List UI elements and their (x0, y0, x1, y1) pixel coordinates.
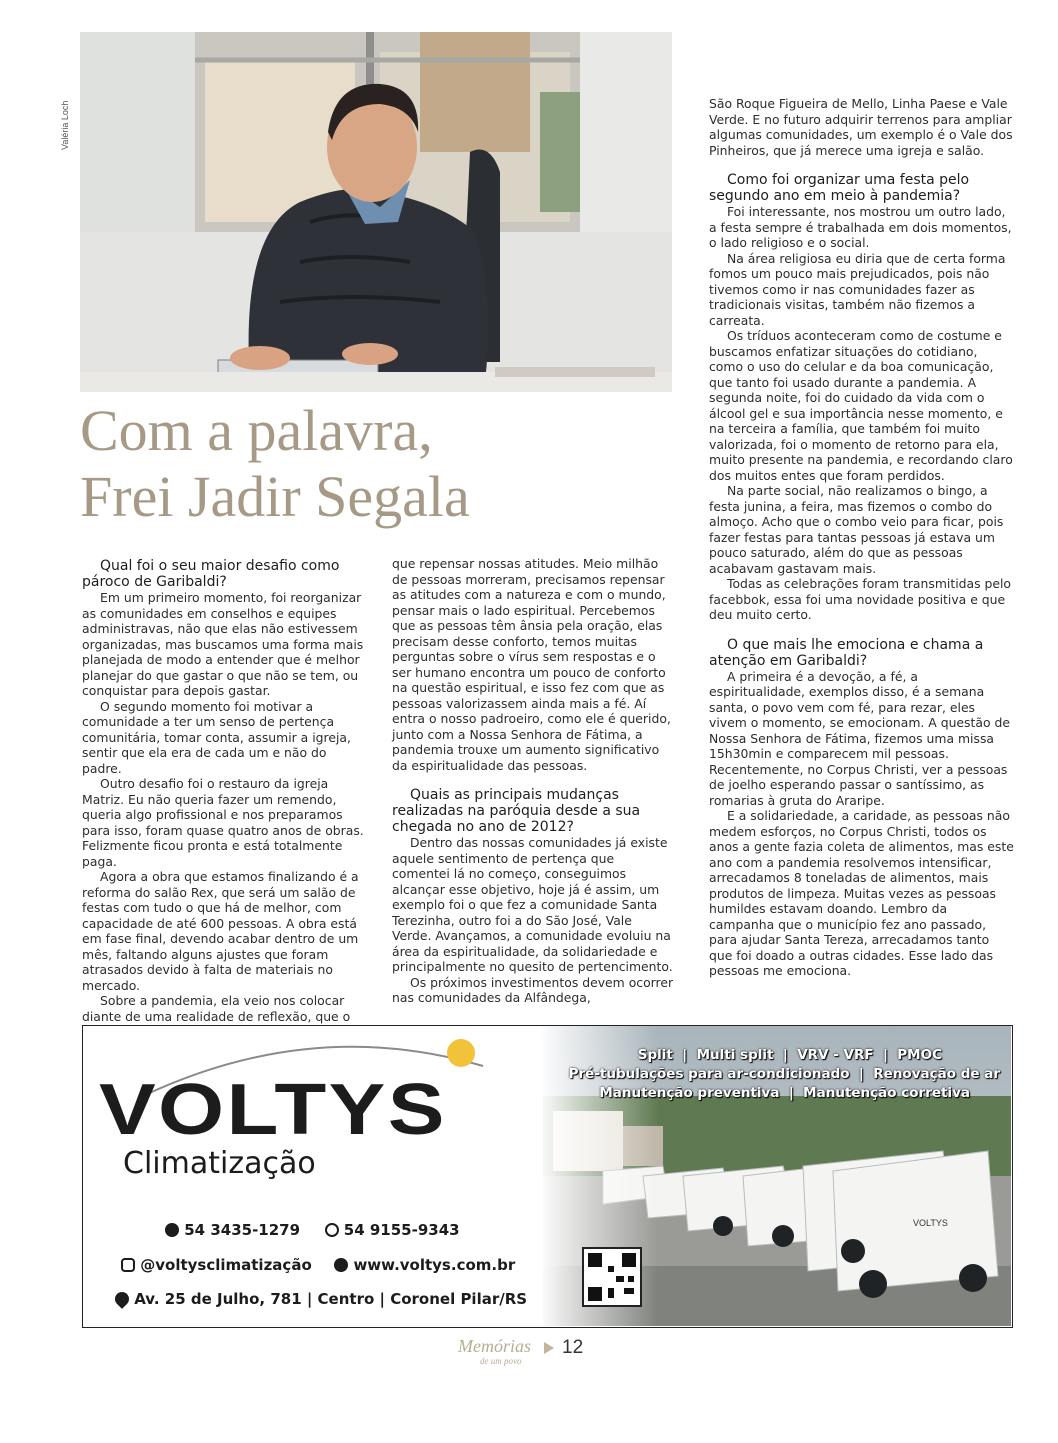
paragraph: Dentro das nossas comunidades já existe aquele sentimento de pertença que comentei lá no começo, conseguimos alcançar esse objetivo, hoje já é assim, um exemplo foi o que fez a comunidade Santa Terezinha, outro foi a do São José, Vale Verde. Avançamos, a comunidade evoluiu na área da espiritualidade, da solidariedade e principalmente no quesito de pertencimento. (392, 835, 673, 974)
paragraph: Todas as celebrações foram transmitidas pelo facebbok, essa foi uma novidade positiva e que deu muito certo. (709, 576, 1012, 622)
paragraph: que repensar nossas atitudes. Meio milhão de pessoas morreram, precisamos repensar as atitudes com a natureza e com o mundo, pensar mais o lado espiritual. Percebemos que as pessoas têm ânsia pela oração, elas precisam desse conforto, temos muitas perguntas sobre o vírus sem respostas e o ser humano encontra um pouco de conforto na questão espiritual, e isso fez com que as pessoas valorizassem ainda mais a fé. Aí entra o nosso padroeiro, como ele é querido, junto com a Nossa Senhora de Fátima, a pandemia trouxe um aumento significativo da espiritualidade das pessoas. (392, 556, 671, 773)
contact-phones (165, 1221, 460, 1239)
question-heading: O que mais lhe emociona e chama a atenção em Garibaldi? (709, 636, 984, 669)
voltys-logo: VOLTYS (99, 1070, 447, 1150)
footer-logo: Memórias (458, 1336, 531, 1356)
paragraph: Na parte social, não realizamos o bingo, a festa junina, a feira, mas fizemos o combo do almoço. Acho que o combo veio para ficar, pois fazer festas para tantas pessoas já estava um pouco saturado, além do que as pessoas acabavam gastavam mais. (709, 483, 1004, 576)
van-label: VOLTYS (913, 1218, 948, 1228)
website-link[interactable]: www.voltys.com.br (353, 1256, 516, 1274)
voltys-subtitle: Climatização (123, 1146, 316, 1181)
paragraph: Outro desafio foi o restauro da igreja Matriz. Eu não queria fazer um remendo, queria algo profissional e nos preparamos para isso, foram quase quatro anos de obras. Felizmente ficou pronta e está totalmente paga. (82, 776, 364, 869)
services-line-3: Manutenção preventiva | Manutenção corretiva (599, 1085, 970, 1101)
paragraph: A primeira é a devoção, a fé, a espiritualidade, exemplos disso, é a semana santa, o povo vem com fé, para rezar, eles vivem o momento, se emocionam. A questão de Nossa Senhora de Fátima, fizemos uma missa 15h30min e comparecem mil pessoas. Recentemente, no Corpus Christi, ver a pessoas de joelho esperando passar o santíssimo, as romarias à gruta do Araripe. (709, 668, 1010, 808)
contact-social (121, 1256, 515, 1274)
article-column-2 (392, 556, 674, 1006)
voltys-advertisement (82, 1025, 1013, 1328)
services-list (569, 1046, 1000, 1103)
interview-photo (80, 32, 672, 392)
paragraph: Em um primeiro momento, foi reorganizar as comunidades em conselhos e equipes administravas, não que elas não estivessem organizadas, mas buscamos uma forma mais planejada de modo a entender que é melhor planejar do que gastar o que não se tem, ou conquistar para depois gastar. (82, 590, 364, 698)
location-pin-icon (112, 1289, 132, 1309)
paragraph: O segundo momento foi motivar a comunidade a ter um senso de pertença comunitária, tomar conta, assumir a igreja, sentir que ela era de cada um e não do padre. (82, 698, 351, 776)
instagram-handle[interactable]: @voltysclimatização (140, 1256, 312, 1274)
address-text: Av. 25 de Julho, 781 | Centro | Coronel Pilar/RS (134, 1290, 528, 1308)
whatsapp-icon (325, 1223, 339, 1237)
page-footer (458, 1336, 618, 1372)
paragraph: Na área religiosa eu diria que de certa forma fomos um pouco mais prejudicados, pois não tivemos como ir nas comunidades fazer as tradicionais visitas, também não fizemos a carreata. (709, 250, 1006, 328)
services-line-2: Pré-tubulações para ar-condicionado | Renovação de ar (568, 1066, 1000, 1082)
headline-line1: Com a palavra, (80, 398, 433, 463)
phone-number-2[interactable]: 54 9155-9343 (343, 1221, 460, 1239)
paragraph: Sobre a pandemia, ela veio nos colocar diante de uma realidade de reflexão, que o (82, 993, 351, 1024)
footer-logo-sub: de um povo (480, 1356, 522, 1366)
globe-icon (334, 1258, 348, 1272)
question-heading: Quais as principais mudanças realizadas na paróquia desde a sua chegada no ano de 2012? (392, 787, 641, 835)
paragraph: Os próximos investimentos devem ocorrer nas comunidades da Alfândega, (392, 974, 674, 1005)
contact-address (115, 1290, 527, 1308)
question-heading: Qual foi o seu maior desafio como pároco de Garibaldi? (82, 558, 340, 590)
page-number: 12 (562, 1337, 584, 1358)
photo-credit: Valéria Loch (60, 100, 70, 150)
instagram-icon (121, 1258, 135, 1272)
article-column-3 (709, 96, 1015, 979)
paragraph: Foi interessante, nos mostrou um outro lado, a festa sempre é trabalhada em dois momentos, o lado religioso e o social. (709, 204, 1012, 250)
headline-line2: Frei Jadir Segala (80, 464, 470, 529)
triangle-icon (544, 1342, 554, 1354)
phone-number-1[interactable]: 54 3435-1279 (184, 1221, 301, 1239)
article-column-1 (82, 558, 368, 1040)
question-heading: Como foi organizar uma festa pelo segundo ano em meio à pandemia? (709, 172, 970, 204)
headline (80, 398, 680, 530)
paragraph: E a solidariedade, a caridade, as pessoas não medem esforços, no Corpus Christi, todos os anos a gente fazia coleta de alimentos, mas este ano com a pandemia resolvemos intensificar, arrecadamos 8 toneladas de alimentos, mais produtos de limpeza. Muitas vezes as pessoas humildes estavam doando. Lembro da campanha que o município fez ano passado, para ajudar Santa Tereza, arrecadamos tanto que foi doado a outras cidades. Esse lado das pessoas me emociona. (709, 808, 1014, 978)
paragraph: Agora a obra que estamos finalizando é a reforma do salão Rex, que será um salão de festas com tudo o que há de melhor, com capacidade de até 600 pessoas. A obra está em fase final, devendo acabar dentro de um mês, faltando alguns ajustes que foram atrasados devido à falta de materiais no mercado. (82, 869, 359, 993)
photo-illustration (80, 32, 672, 392)
paragraph: Os tríduos aconteceram como de costume e buscamos enfatizar situações do cotidiano, como o uso do celular e da boa comunicação, que tanto foi usado durante a pandemia. A segunda noite, foi do cuidado da vida com o álcool gel e sua importância nesse momento, e na terceira a família, que também foi muito valorizada, foi o momento de retorno para ela, muito presente na pandemia, e recordando claro dos muitos entes que foram perdidos. (709, 328, 1013, 483)
paragraph: São Roque Figueira de Mello, Linha Paese e Vale Verde. E no futuro adquirir terrenos para ampliar algumas comunidades, um exemplo é o Vale dos Pinheiros, que já merece uma igreja e salão. (709, 96, 1013, 158)
services-line-1: Split | Multi split | VRV - VRF | PMOC (637, 1047, 942, 1063)
phone-icon (165, 1223, 179, 1237)
